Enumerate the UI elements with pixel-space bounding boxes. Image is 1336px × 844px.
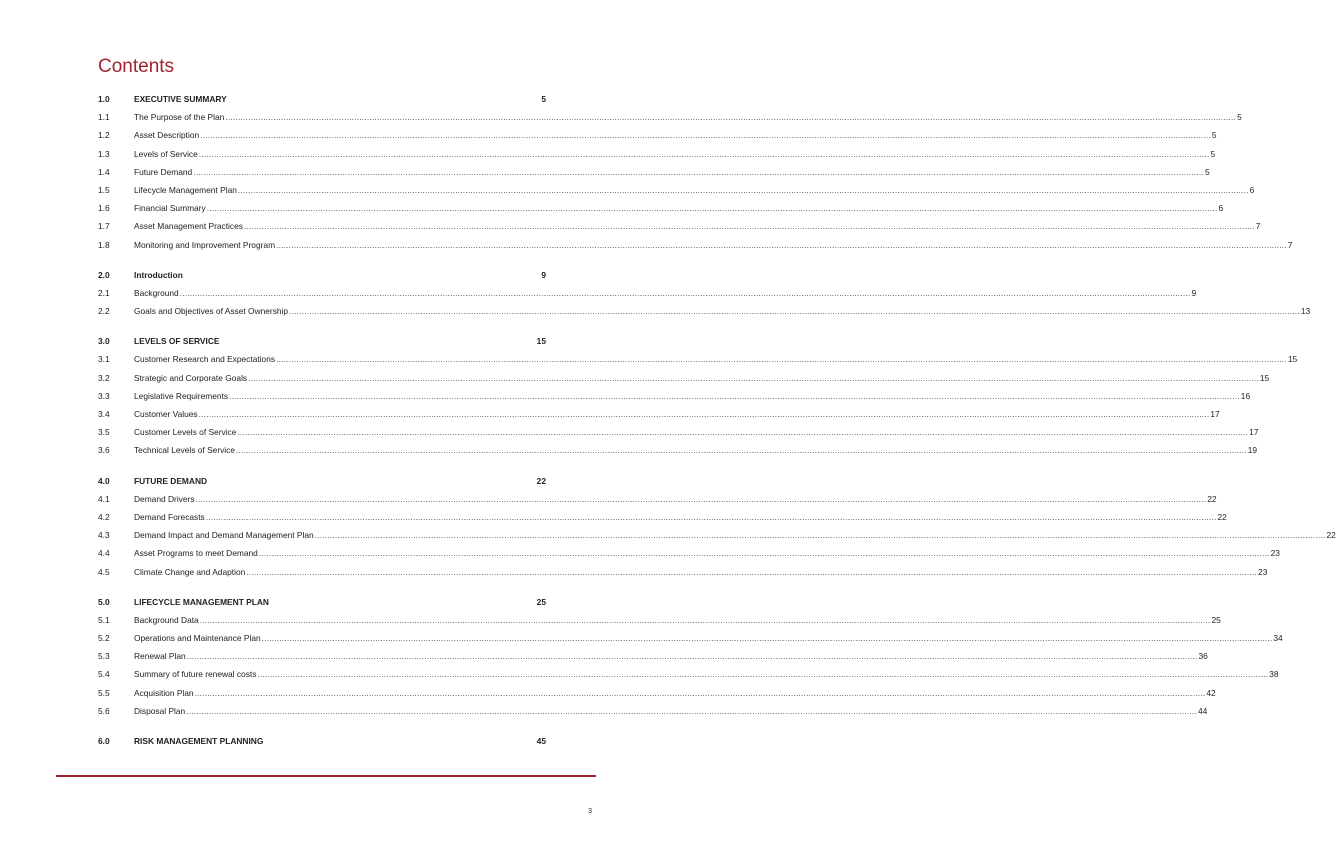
dot-leader: ................................................................................................................................................................................................................................................................................................................................................................................................................: [225, 112, 1237, 123]
section-number: 1.0: [98, 94, 110, 104]
section-page: 5: [541, 94, 546, 104]
section-number: 5.0: [98, 596, 110, 607]
entry-page: 34: [1273, 633, 1283, 644]
entry-page: 19: [1247, 445, 1258, 456]
entry-page: 17: [1210, 409, 1220, 419]
entry-title: Acquisition Plan: [134, 687, 194, 698]
section-title: EXECUTIVE SUMMARY: [134, 94, 227, 104]
entry-title: Future Demand: [134, 166, 193, 177]
toc-section: [98, 336, 1298, 463]
toc-entry[interactable]: [98, 705, 1208, 724]
entry-title: Monitoring and Improvement Program: [134, 239, 276, 250]
entry-page: 38: [1269, 669, 1279, 680]
section-number: 2.0: [98, 269, 110, 280]
entry-page: 15: [1259, 372, 1270, 383]
entry-number: 1.4: [98, 166, 110, 177]
entry-number: 3.5: [98, 427, 110, 438]
entry-number: 1.7: [98, 221, 110, 232]
entry-page: 9: [1191, 287, 1197, 298]
entry-title: Renewal Plan: [134, 651, 186, 662]
page-title: Contents: [98, 56, 175, 77]
entry-title: Background: [134, 287, 179, 298]
toc-entry[interactable]: [98, 203, 1224, 221]
entry-number: 5.1: [98, 614, 110, 625]
entry-page: 7: [1287, 239, 1293, 250]
toc-entry[interactable]: [98, 112, 1242, 130]
entry-page: 5: [1210, 148, 1216, 159]
toc-entry[interactable]: [98, 511, 1227, 530]
section-page: 15: [536, 336, 546, 347]
entry-number: 3.6: [98, 445, 110, 456]
dot-leader: ................................................................................................................................................................................................................................................................................................................................................................................................................: [206, 203, 1218, 214]
toc-entry[interactable]: [98, 390, 1251, 409]
toc-entry[interactable]: [98, 687, 1216, 706]
entry-title: Legislative Requirements: [134, 390, 229, 401]
entry-page: 5: [1237, 112, 1242, 123]
entry-number: 4.2: [98, 511, 110, 522]
dot-leader: ................................................................................................................................................................................................................................................................................................................................................................................................................: [243, 221, 1255, 232]
dot-leader: ................................................................................................................................................................................................................................................................................................................................................................................................................: [195, 493, 1207, 504]
toc-entry[interactable]: [98, 566, 1268, 585]
entry-page: 5: [1211, 130, 1217, 141]
toc-entry[interactable]: [98, 548, 1280, 566]
toc-entry[interactable]: [98, 633, 1283, 651]
entry-number: 3.2: [98, 372, 110, 383]
entry-title: The Purpose of the Plan: [134, 112, 225, 123]
entry-number: 5.5: [98, 687, 110, 698]
entry-number: 3.1: [98, 354, 110, 365]
dot-leader: ................................................................................................................................................................................................................................................................................................................................................................................................................: [289, 306, 1300, 317]
entry-page: 16: [1240, 390, 1251, 401]
entry-title: Demand Forecasts: [134, 511, 205, 522]
entry-number: 4.5: [98, 566, 110, 577]
entry-number: 1.5: [98, 184, 110, 195]
toc-entry[interactable]: [98, 239, 1293, 258]
toc-entry[interactable]: [98, 130, 1217, 148]
entry-title: Lifecycle Management Plan: [134, 184, 237, 195]
entry-number: 2.2: [98, 306, 110, 317]
entry-number: 1.6: [98, 203, 110, 214]
toc-section-heading[interactable]: [98, 597, 546, 615]
toc-section-heading[interactable]: [98, 476, 546, 494]
entry-page: 7: [1255, 221, 1261, 232]
entry-title: Asset Description: [134, 130, 200, 141]
entry-title: Summary of future renewal costs: [134, 669, 257, 680]
toc-entry[interactable]: [98, 372, 1270, 391]
entry-number: 1.2: [98, 130, 110, 141]
entry-page: 44: [1197, 705, 1208, 716]
dot-leader: ................................................................................................................................................................................................................................................................................................................................................................................................................: [261, 633, 1273, 644]
dot-leader: ................................................................................................................................................................................................................................................................................................................................................................................................................: [314, 530, 1326, 541]
entry-title: Customer Research and Expectations: [134, 354, 276, 365]
entry-title: Strategic and Corporate Goals: [134, 372, 248, 383]
entry-page: 36: [1198, 651, 1208, 662]
toc-section-heading[interactable]: [98, 736, 546, 754]
dot-leader: ................................................................................................................................................................................................................................................................................................................................................................................................................: [276, 239, 1287, 250]
toc-entry[interactable]: [98, 409, 1220, 427]
entry-title: Technical Levels of Service: [134, 445, 236, 456]
entry-title: Disposal Plan: [134, 705, 186, 716]
toc-section-heading[interactable]: [98, 94, 546, 112]
dot-leader: ................................................................................................................................................................................................................................................................................................................................................................................................................: [237, 184, 1249, 195]
toc-entry[interactable]: [98, 287, 1197, 306]
section-page: 22: [536, 475, 546, 486]
toc-entry[interactable]: [98, 148, 1216, 167]
dot-leader: ................................................................................................................................................................................................................................................................................................................................................................................................................: [246, 566, 1258, 577]
entry-title: Levels of Service: [134, 148, 198, 159]
entry-title: Financial Summary: [134, 203, 206, 214]
entry-title: Background Data: [134, 614, 199, 625]
toc-entry[interactable]: [98, 306, 1311, 324]
toc-section: [98, 94, 1293, 258]
dot-leader: ................................................................................................................................................................................................................................................................................................................................................................................................................: [194, 687, 1206, 698]
entry-title: Customer Levels of Service: [134, 427, 237, 438]
toc-section-heading[interactable]: [98, 270, 546, 288]
toc-section: [98, 596, 1283, 724]
section-page: 45: [536, 736, 546, 746]
entry-number: 5.3: [98, 651, 110, 662]
entry-title: Climate Change and Adaption: [134, 566, 246, 577]
toc-entry[interactable]: [98, 221, 1261, 239]
entry-number: 1.8: [98, 239, 110, 250]
entry-number: 3.3: [98, 390, 110, 401]
toc-entry[interactable]: [98, 530, 1336, 548]
footer-divider: [56, 775, 596, 777]
entry-page: 23: [1258, 566, 1268, 577]
dot-leader: ................................................................................................................................................................................................................................................................................................................................................................................................................: [237, 427, 1249, 438]
dot-leader: ................................................................................................................................................................................................................................................................................................................................................................................................................: [205, 511, 1217, 522]
entry-number: 4.1: [98, 493, 110, 504]
entry-number: 1.3: [98, 148, 110, 159]
entry-number: 2.1: [98, 287, 110, 298]
entry-number: 5.6: [98, 705, 110, 716]
section-title: Introduction: [134, 269, 183, 280]
toc-section: [98, 475, 1336, 585]
entry-title: Goals and Objectives of Asset Ownership: [134, 306, 289, 317]
dot-leader: ................................................................................................................................................................................................................................................................................................................................................................................................................: [193, 166, 1204, 177]
entry-number: 5.2: [98, 633, 110, 644]
dot-leader: ................................................................................................................................................................................................................................................................................................................................................................................................................: [236, 445, 1247, 456]
toc-entry[interactable]: [98, 614, 1221, 633]
toc-entry[interactable]: [98, 427, 1259, 445]
page-number: 3: [587, 806, 592, 815]
section-title: LIFECYCLE MANAGEMENT PLAN: [134, 596, 269, 607]
entry-page: 23: [1270, 548, 1280, 559]
dot-leader: ................................................................................................................................................................................................................................................................................................................................................................................................................: [179, 287, 1191, 298]
entry-title: Asset Programs to meet Demand: [134, 548, 258, 559]
dot-leader: ................................................................................................................................................................................................................................................................................................................................................................................................................: [200, 130, 1211, 141]
toc-section: [98, 736, 546, 754]
entry-number: 4.3: [98, 530, 110, 541]
dot-leader: ................................................................................................................................................................................................................................................................................................................................................................................................................: [186, 705, 1197, 716]
toc-entry[interactable]: [98, 445, 1258, 463]
toc-section: [98, 269, 1311, 325]
entry-page: 15: [1287, 354, 1298, 365]
entry-page: 6: [1218, 203, 1224, 214]
entry-page: 22: [1326, 530, 1336, 541]
dot-leader: ................................................................................................................................................................................................................................................................................................................................................................................................................: [258, 548, 1270, 559]
section-number: 3.0: [98, 336, 110, 347]
dot-leader: ................................................................................................................................................................................................................................................................................................................................................................................................................: [186, 651, 1198, 662]
entry-page: 22: [1207, 493, 1217, 504]
entry-page: 42: [1206, 687, 1216, 698]
entry-title: Demand Drivers: [134, 493, 195, 504]
dot-leader: ................................................................................................................................................................................................................................................................................................................................................................................................................: [257, 669, 1269, 680]
entry-page: 25: [1211, 614, 1221, 625]
entry-title: Customer Values: [134, 409, 198, 419]
entry-title: Demand Impact and Demand Management Plan: [134, 530, 314, 541]
dot-leader: ................................................................................................................................................................................................................................................................................................................................................................................................................: [198, 409, 1210, 419]
dot-leader: ................................................................................................................................................................................................................................................................................................................................................................................................................: [248, 372, 1259, 383]
dot-leader: ................................................................................................................................................................................................................................................................................................................................................................................................................: [199, 614, 1211, 625]
entry-page: 5: [1204, 166, 1210, 177]
entry-title: Operations and Maintenance Plan: [134, 633, 261, 644]
section-title: FUTURE DEMAND: [134, 475, 208, 486]
entry-number: 3.4: [98, 409, 110, 419]
section-page: 9: [541, 269, 546, 280]
toc-entry[interactable]: [98, 354, 1298, 372]
section-number: 6.0: [98, 736, 110, 746]
dot-leader: ................................................................................................................................................................................................................................................................................................................................................................................................................: [198, 148, 1210, 159]
entry-page: 22: [1217, 511, 1227, 522]
toc-entry[interactable]: [98, 651, 1208, 669]
toc-entry[interactable]: [98, 166, 1210, 185]
entry-title: Asset Management Practices: [134, 221, 243, 232]
toc-entry[interactable]: [98, 184, 1255, 203]
entry-page: 17: [1249, 427, 1259, 438]
entry-number: 4.4: [98, 548, 110, 559]
section-title: RISK MANAGEMENT PLANNING: [134, 736, 264, 746]
toc-entry[interactable]: [98, 669, 1279, 687]
entry-page: 13: [1300, 306, 1311, 317]
entry-number: 1.1: [98, 112, 110, 123]
toc-entry[interactable]: [98, 493, 1217, 512]
section-number: 4.0: [98, 475, 110, 486]
section-title: LEVELS OF SERVICE: [134, 336, 220, 347]
entry-page: 6: [1249, 184, 1255, 195]
table-of-contents: [98, 94, 1336, 766]
dot-leader: ................................................................................................................................................................................................................................................................................................................................................................................................................: [229, 390, 1240, 401]
dot-leader: ................................................................................................................................................................................................................................................................................................................................................................................................................: [276, 354, 1287, 365]
entry-number: 5.4: [98, 669, 110, 680]
section-page: 25: [536, 596, 546, 607]
toc-section-heading[interactable]: [98, 336, 546, 354]
